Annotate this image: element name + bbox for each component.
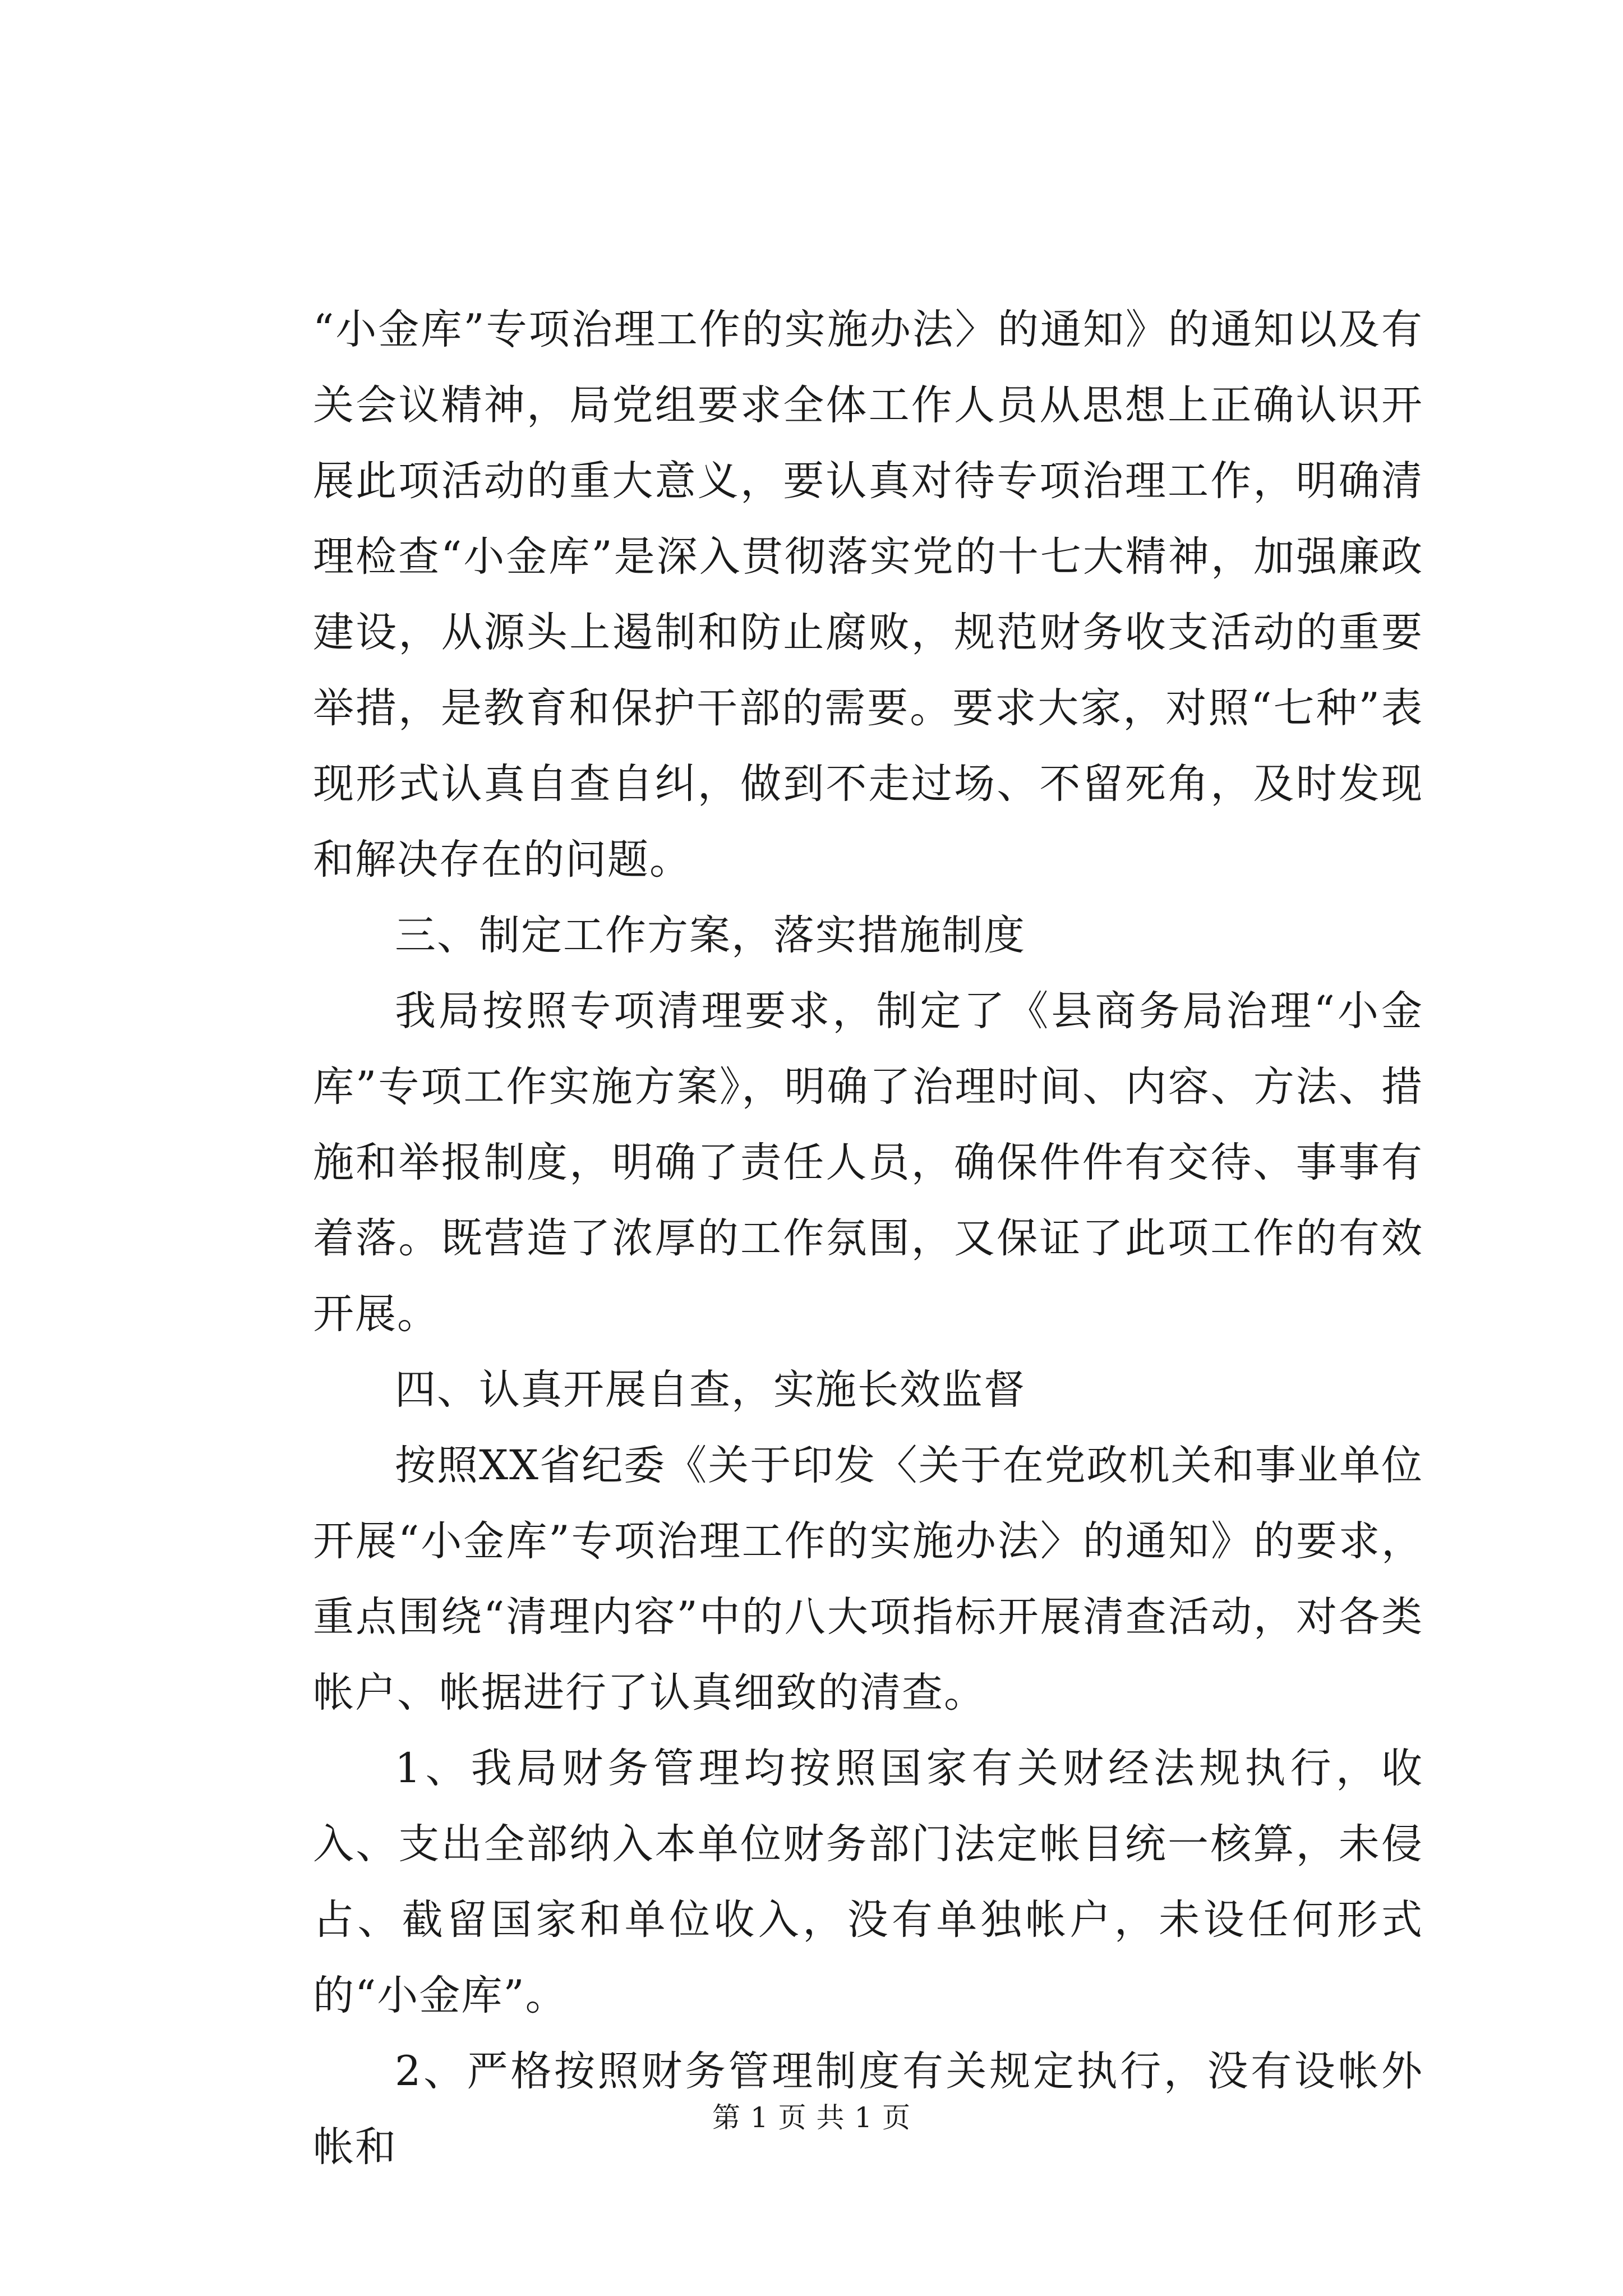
section-heading: 三、制定工作方案，落实措施制度 [395, 912, 1026, 959]
list-item: 1、我局财务管理均按照国家有关财经法规执行，收入、支出全部纳入本单位财务部门法定帐目统一核算，未侵占、截留国家和单位收入，没有单独帐户，未设任何形式的“小金库”。 [313, 1745, 1423, 2019]
paragraph: “小金库”专项治理工作的实施办法〉的通知》的通知以及有关会议精神，局党组要求全体工作人员从思想上正确认识开展此项活动的重大意义，要认真对待专项治理工作，明确清理检查“小金库”是深入贯彻落实党的十七大精神，加强廉政建设，从源头上遏制和防止腐败，规范财务收支活动的重要举措，是教育和保护干部的需要。要求大家，对照“七种”表现形式认真自查自纠，做到不走过场、不留死角，及时发现和解决存在的问题。 [313, 306, 1423, 884]
paragraph: 按照XX省纪委《关于印发〈关于在党政机关和事业单位开展“小金库”专项治理工作的实施办法〉的通知》的要求，重点围绕“清理内容”中的八大项指标开展清查活动，对各类帐户、帐据进行了认真细致的清查。 [313, 1442, 1423, 1717]
page-footer: 第 1 页 共 1 页 [712, 2101, 911, 2134]
section-heading: 四、认真开展自查，实施长效监督 [395, 1366, 1026, 1414]
paragraph: 我局按照专项清理要求，制定了《县商务局治理“小金库”专项工作实施方案》，明确了治理时间、内容、方法、措施和举报制度，明确了责任人员，确保件件有交待、事事有着落。既营造了浓厚的工作氛围，又保证了此项工作的有效开展。 [313, 987, 1423, 1338]
list-item: 2、严格按照财务管理制度有关规定执行，没有设帐外帐和 [313, 2047, 1423, 2171]
document-body [313, 292, 1423, 2185]
